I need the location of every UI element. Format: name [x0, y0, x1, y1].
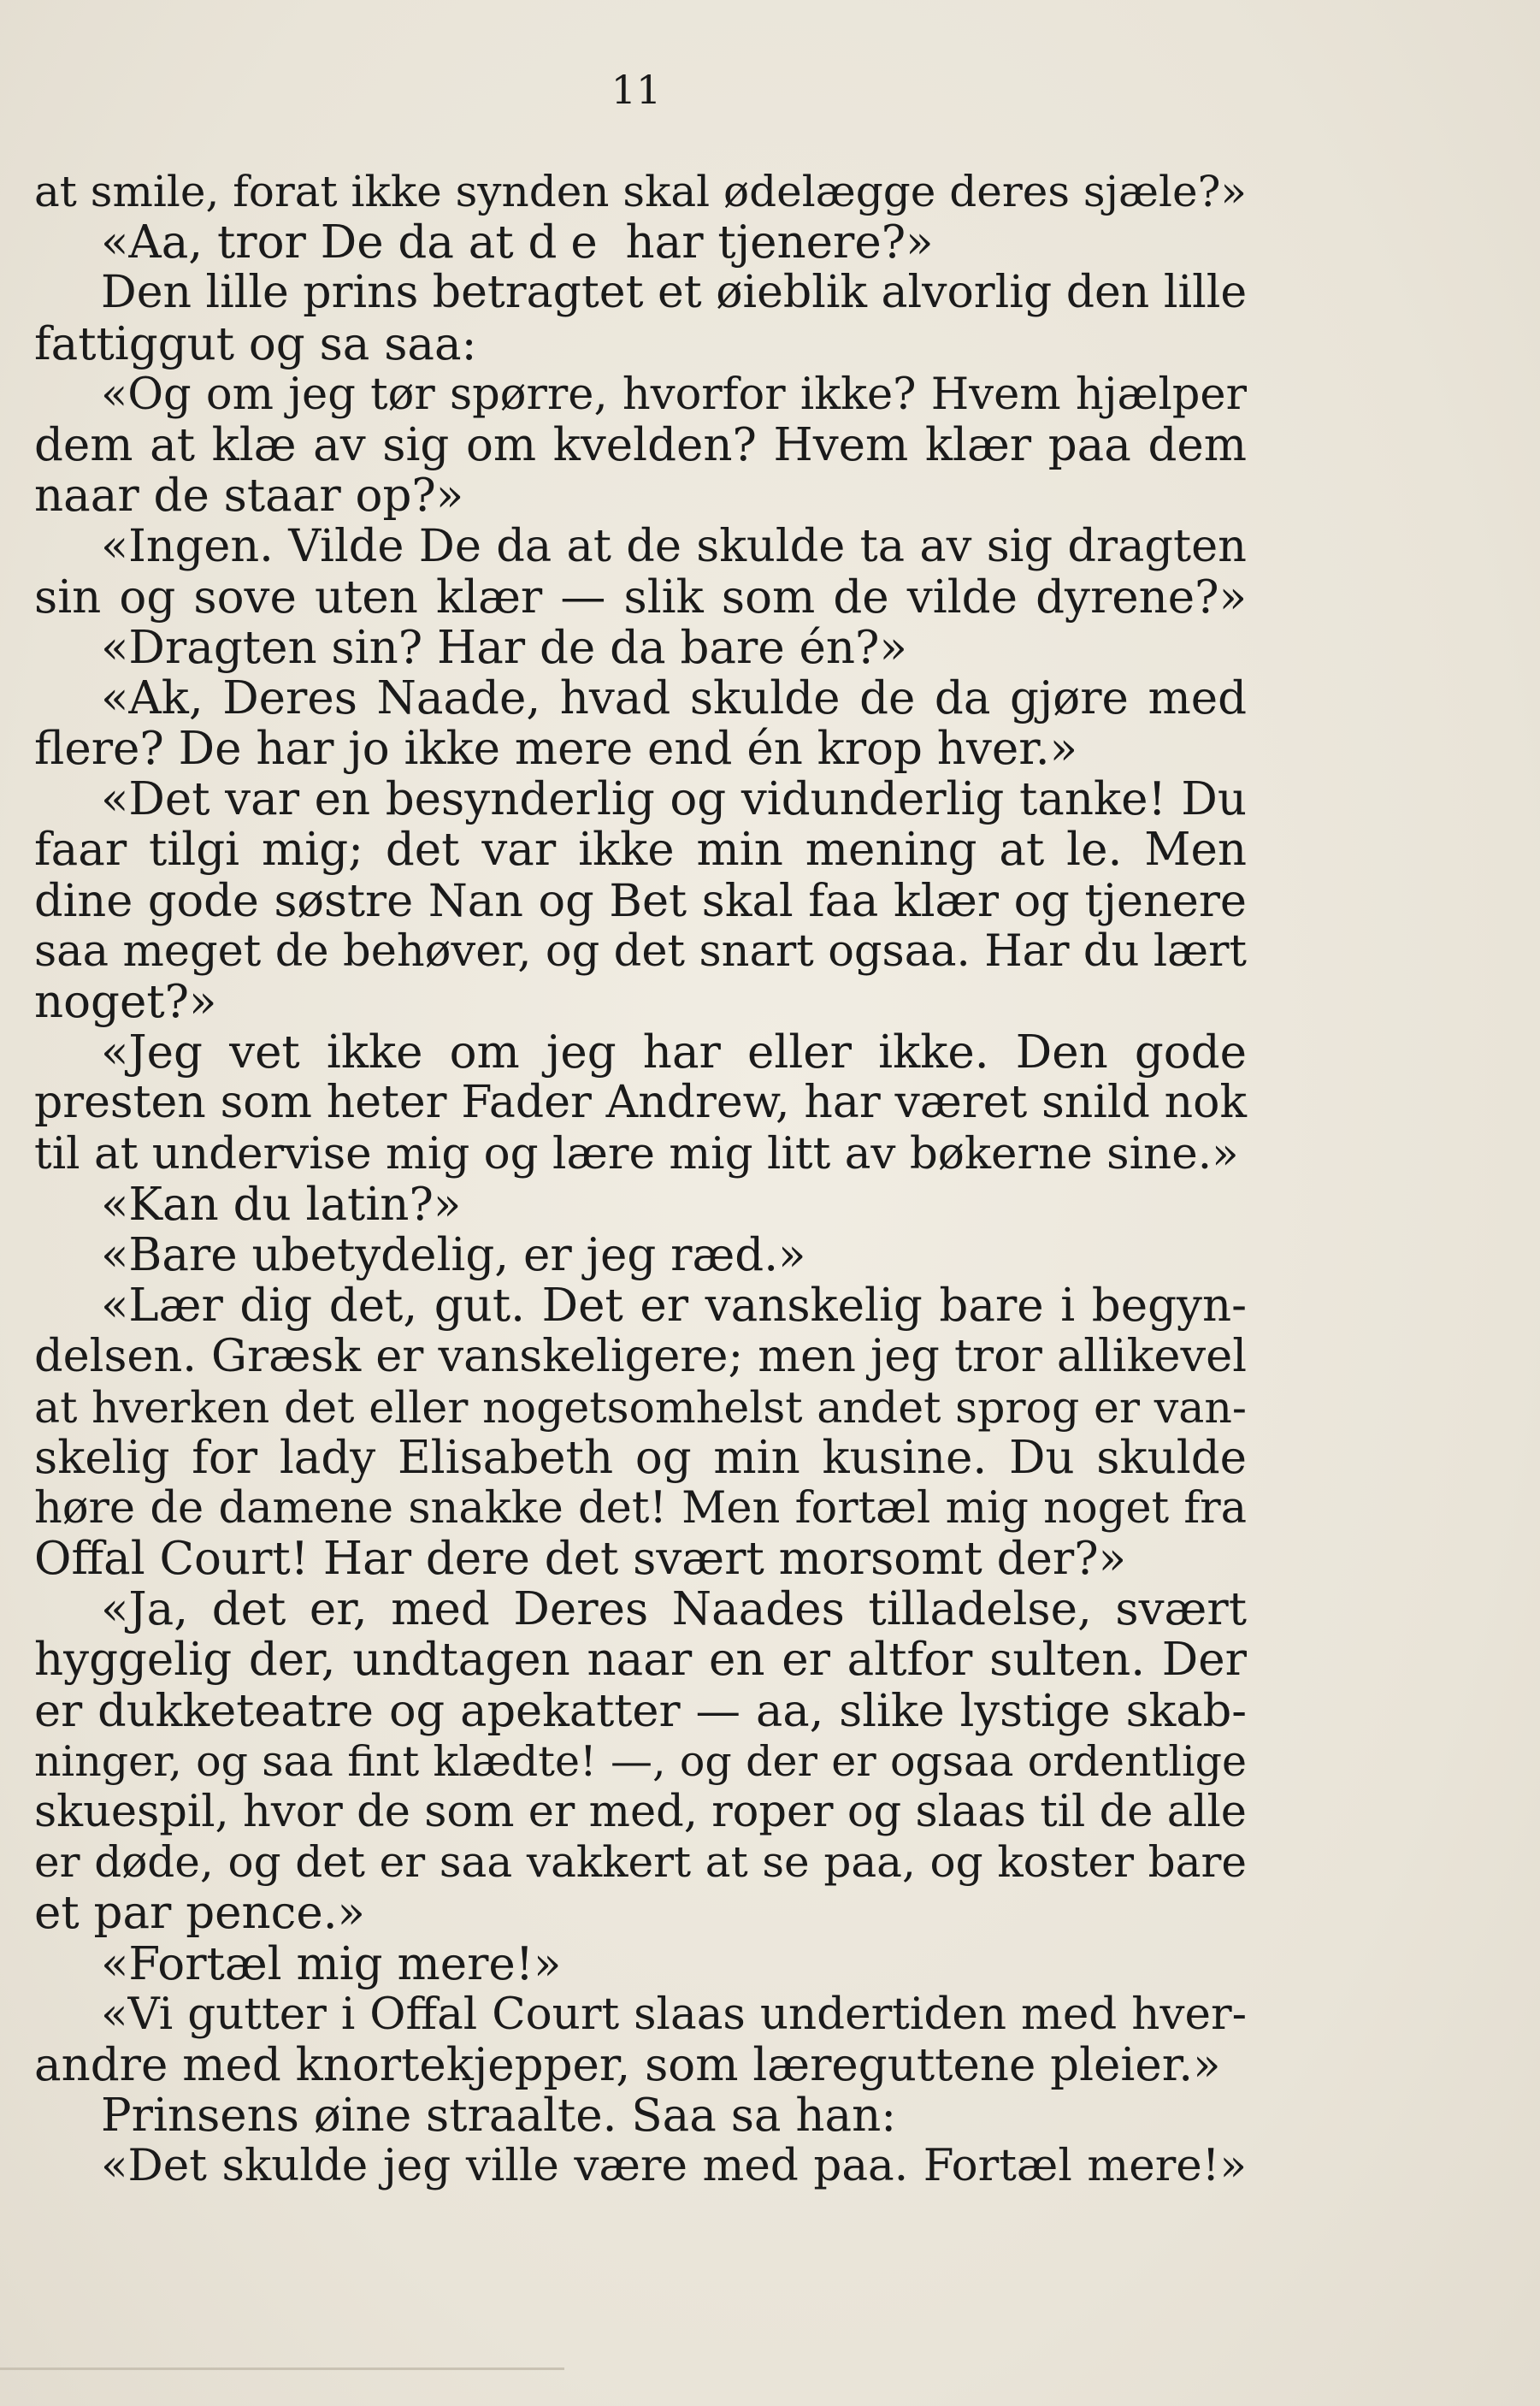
text-line: «Vi gutter i Offal Court slaas undertiden med hver- [101, 1988, 1247, 2040]
text-line: «Ja, det er, med Deres Naades tilladelse, svært [101, 1583, 1247, 1636]
text-line: andre med knortekjepper, som læreguttene pleier.» [34, 2038, 1221, 2091]
text-line: faar tilgi mig; det var ikke min mening at le. Men [34, 824, 1247, 877]
body-text [34, 167, 1247, 2192]
text-line: «Aa, tror De da at de har tjenere?» [101, 216, 934, 269]
text-line: at hverken det eller nogetsomhelst andet sprog er van- [34, 1381, 1247, 1433]
text-line: høre de damene snakke det! Men fortæl mig noget fra [34, 1482, 1247, 1534]
text-line: er døde, og det er saa vakkert at se paa, og koster bare [34, 1837, 1247, 1888]
text-line: delsen. Græsk er vanskeligere; men jeg tror allikevel [34, 1330, 1247, 1383]
text-line: til at undervise mig og lære mig litt av bøkerne sine.» [34, 1127, 1239, 1179]
text-line: «Lær dig det, gut. Det er vanskelig bare i begyn- [101, 1280, 1247, 1333]
text-line: «Jeg vet ikke om jeg har eller ikke. Den gode [101, 1026, 1247, 1079]
text-line: skelig for lady Elisabeth og min kusine. Du skulde [34, 1431, 1247, 1484]
text-line: sin og sove uten klær — slik som de vilde dyrene?» [34, 570, 1247, 624]
text-line: hyggelig der, undtagen naar en er altfor sulten. Der [34, 1634, 1247, 1687]
text-line: ninger, og saa fint klædte! —, og der er ogsaa ordentlige [34, 1736, 1247, 1786]
text-line: «Kan du latin?» [101, 1178, 462, 1231]
text-line: Den lille prins betragtet et øieblik alvorlig den lille [101, 267, 1248, 319]
text-line: «Fortæl mig mere!» [101, 1937, 562, 1990]
text-line: «Ingen. Vilde De da at de skulde ta av sig dragten [101, 520, 1247, 573]
text-line: et par pence.» [34, 1887, 365, 1940]
text-line: «Dragten sin? Har de da bare én?» [101, 621, 907, 674]
text-line: presten som heter Fader Andrew, har været snild nok [34, 1077, 1247, 1129]
text-line: «Det var en besynderlig og vidunderlig tanke! Du [101, 773, 1247, 826]
page-edge-rule [0, 2368, 564, 2370]
text-line: naar de staar op?» [34, 470, 464, 523]
text-line: skuespil, hvor de som er med, roper og slaas til de alle [34, 1787, 1247, 1837]
text-line: er dukketeatre og apekatter — aa, slike lystige skab- [34, 1684, 1247, 1737]
text-line: «Og om jeg tør spørre, hvorfor ikke? Hvem hjælper [101, 369, 1247, 420]
text-line: dine gode søstre Nan og Bet skal faa klær og tjenere [34, 874, 1247, 927]
text-line: flere? De har jo ikke mere end én krop hver.» [34, 723, 1078, 776]
text-line: «Det skulde jeg ville være med paa. Fortæl mere!» [101, 2140, 1247, 2192]
spaced-emphasis: de [528, 216, 611, 269]
text-line: at smile, forat ikke synden skal ødelægge deres sjæle?» [34, 167, 1248, 216]
text-line: «Bare ubetydelig, er jeg ræd.» [101, 1228, 806, 1281]
text-line: «Ak, Deres Naade, hvad skulde de da gjøre med [101, 671, 1247, 724]
text-line: dem at klæ av sig om kvelden? Hvem klær paa dem [34, 418, 1247, 471]
text-line: noget?» [34, 976, 217, 1028]
text-line: Offal Court! Har dere det svært morsomt der?» [34, 1533, 1127, 1586]
page-number: 11 [611, 67, 662, 113]
text-line: saa meget de behøver, og det snart ogsaa. Har du lært [34, 925, 1247, 977]
text-line: Prinsens øine straalte. Saa sa han: [101, 2090, 897, 2143]
text-line: fattiggut og sa saa: [34, 317, 477, 370]
